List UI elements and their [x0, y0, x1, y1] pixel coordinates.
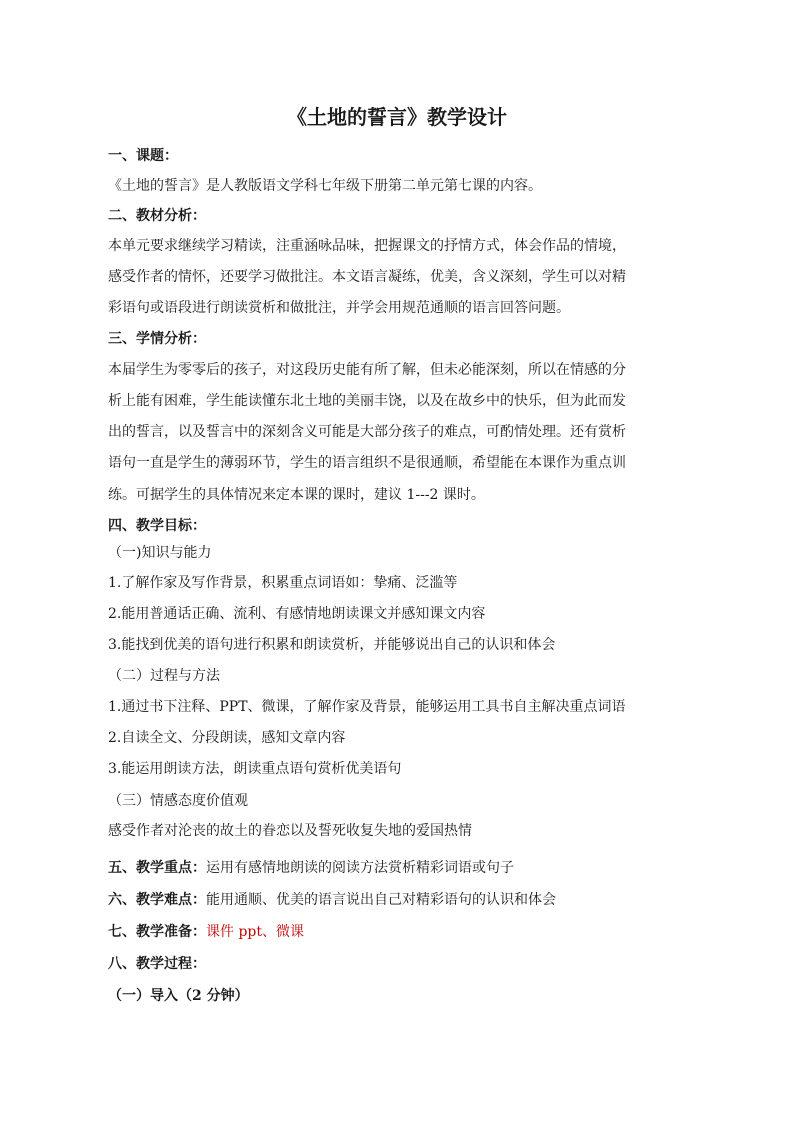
- list-item: 3.能找到优美的语句进行积累和朗读赏析，并能够说出自己的认识和体会: [108, 637, 556, 653]
- paragraph-line: 本届学生为零零后的孩子，对这段历史能有所了解，但未必能深刻，所以在情感的分: [108, 362, 626, 378]
- list-item: 3.能运用朗读方法，朗读重点语句赏析优美语句: [108, 761, 402, 777]
- section-key-points-text: 运用有感情地朗读的阅读方法赏析精彩词语或句子: [206, 860, 514, 876]
- section-key-points: [108, 858, 698, 878]
- subsection-heading: （三）情感态度价值观: [108, 793, 248, 809]
- section-difficulties-text: 能用通顺、优美的语言说出自己对精彩语句的认识和体会: [206, 892, 556, 908]
- subsection-heading: （一）导入（2 分钟）: [108, 988, 249, 1004]
- subsection-heading: （二）过程与方法: [108, 668, 220, 684]
- paragraph-line: 练。可据学生的具体情况来定本课的课时，建议 1---2 课时。: [108, 487, 485, 503]
- section-preparation: [108, 922, 698, 942]
- paragraph-line: 感受作者对沦丧的故土的眷恋以及誓死收复失地的爱国热情: [108, 823, 472, 839]
- paragraph-line: 本单元要求继续学习精读，注重涵咏品味，把握课文的抒情方式，体会作品的情境，: [108, 238, 626, 254]
- section-students-heading: 三、学情分析：: [108, 331, 206, 347]
- list-item: 1.了解作家及写作背景，积累重点词语如：挚痛、泛滥等: [108, 575, 458, 591]
- document-title: 《土地的誓言》教学设计: [287, 105, 507, 129]
- list-item: 2.自读全文、分段朗读，感知文章内容: [108, 730, 346, 746]
- section-preparation-text: 课件 ppt、微课: [206, 924, 304, 940]
- section-objectives-heading: 四、教学目标：: [108, 518, 206, 534]
- section-topic-text: 《土地的誓言》是人教版语文学科七年级下册第二单元第七课的内容。: [108, 178, 542, 194]
- section-topic-heading: 一、课题：: [108, 148, 178, 164]
- subsection-heading: （一)知识与能力: [108, 545, 212, 561]
- section-preparation-heading: 七、教学准备：: [108, 924, 206, 940]
- paragraph-line: 语句一直是学生的薄弱环节，学生的语言组织不是很通顺，希望能在本课作为重点训: [108, 455, 626, 471]
- section-difficulties-heading: 六、教学难点：: [108, 892, 206, 908]
- section-key-points-heading: 五、教学重点：: [108, 860, 206, 876]
- paragraph-line: 出的誓言，以及誓言中的深刻含义可能是大部分孩子的难点，可酌情处理。还有赏析: [108, 424, 626, 440]
- paragraph-line: 析上能有困难，学生能读懂东北土地的美丽丰饶，以及在故乡中的快乐，但为此而发: [108, 393, 626, 409]
- paragraph-line: 感受作者的情怀，还要学习做批注。本文语言凝练，优美，含义深刻，学生可以对精: [108, 269, 626, 285]
- section-process-heading: 八、教学过程：: [108, 956, 206, 972]
- paragraph-line: 彩语句或语段进行朗读赏析和做批注，并学会用规范通顺的语言回答问题。: [108, 300, 570, 316]
- section-difficulties: [108, 890, 698, 910]
- list-item: 2.能用普通话正确、流利、有感情地朗读课文并感知课文内容: [108, 606, 486, 622]
- section-material-heading: 二、教材分析：: [108, 208, 206, 224]
- list-item: 1.通过书下注释、PPT、微课，了解作家及背景，能够运用工具书自主解决重点词语: [108, 699, 626, 715]
